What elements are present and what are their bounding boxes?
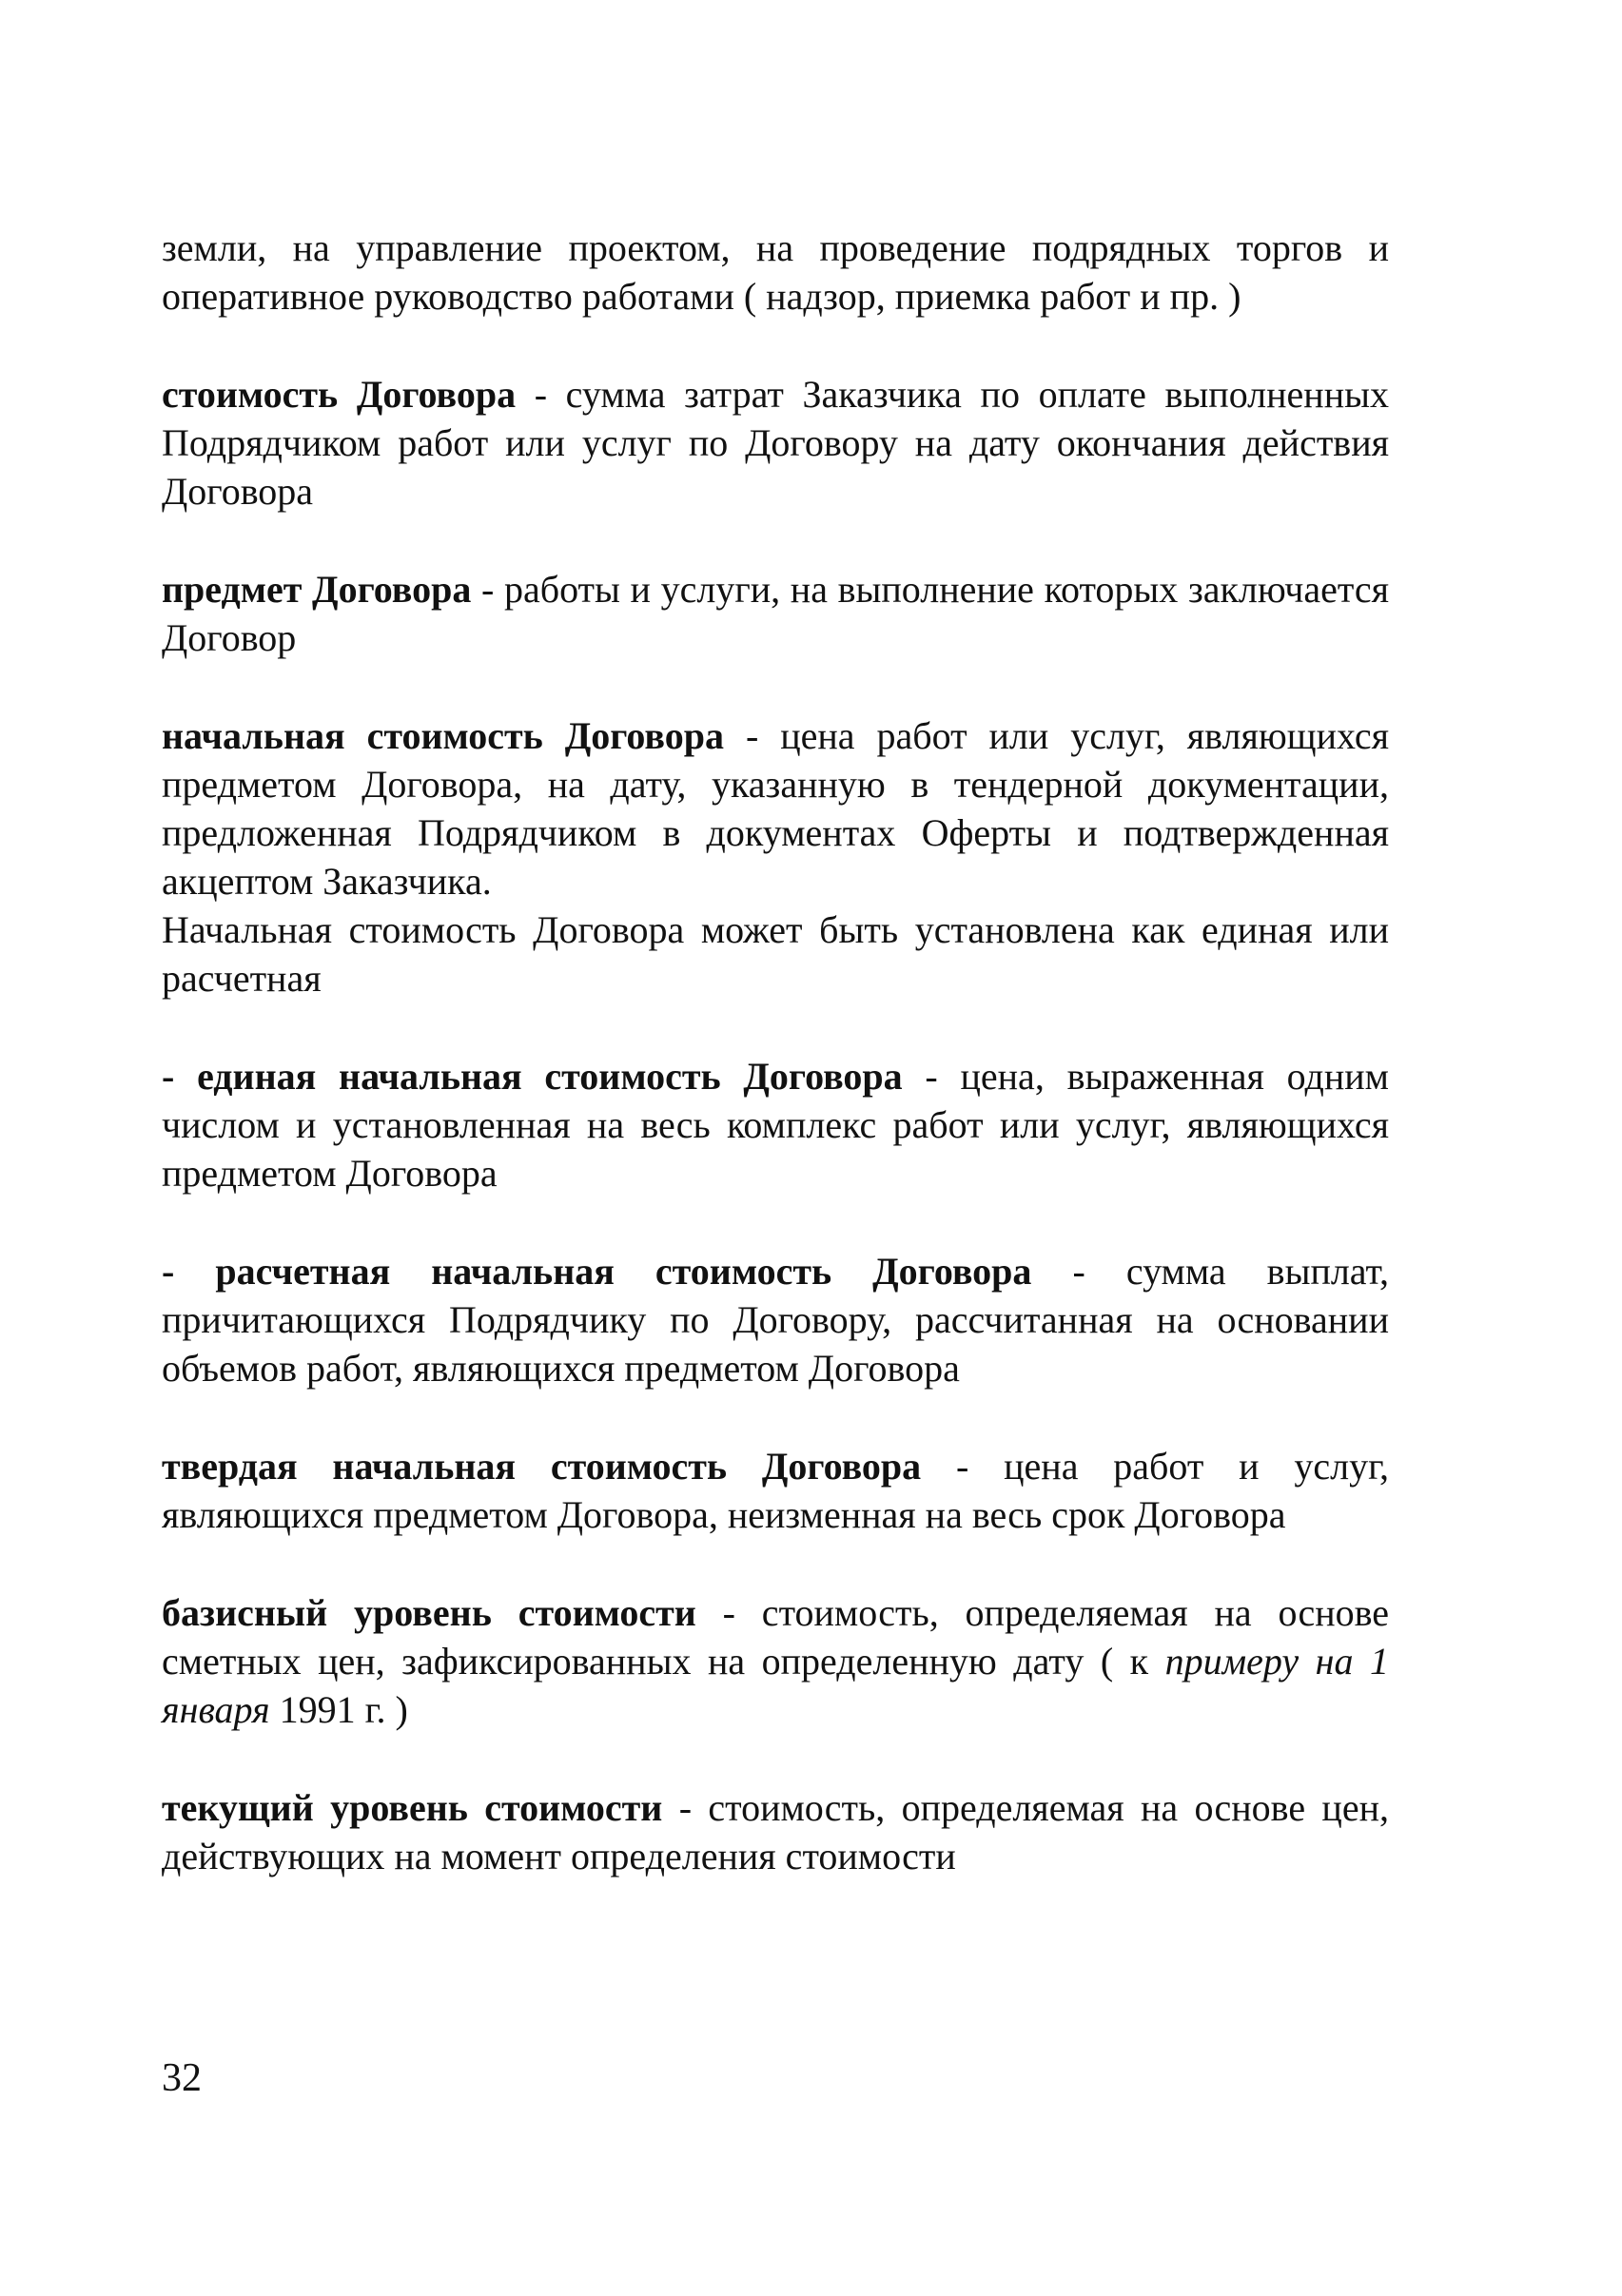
paragraph-text: Начальная стоимость Договора может быть установлена как единая или расчетная: [162, 908, 1389, 1000]
definition-term: предмет Договора: [162, 568, 472, 611]
definition-term: стоимость Договора: [162, 373, 517, 416]
definition-text: - цена, выраженная одним числом и установленная на весь комплекс работ или услуг, являющихся предметом Договора: [162, 1055, 1389, 1195]
definition-current-cost-level: [162, 1783, 1389, 1880]
paragraph-text: земли, на управление проектом, на проведение подрядных торгов и оперативное руководство работами ( надзор, приемка работ и пр. ): [162, 226, 1389, 318]
definition-term: текущий уровень стоимости: [162, 1786, 663, 1829]
definition-term: твердая начальная стоимость Договора: [162, 1445, 922, 1488]
definition-text: - работы и услуги, на выполнение которых заключается Договор: [162, 568, 1389, 659]
definition-calculated-initial-cost: [162, 1247, 1389, 1392]
definition-text: - цена работ и услуг, являющихся предметом Договора, неизменная на весь срок Договора: [162, 1445, 1389, 1536]
definition-tail-text: 1991 г. ): [269, 1688, 408, 1731]
definition-term: - расчетная начальная стоимость Договора: [162, 1250, 1032, 1293]
definition-single-initial-cost: [162, 1052, 1389, 1197]
paragraph-initial-cost-note: [162, 905, 1389, 1002]
definition-contract-subject: [162, 565, 1389, 662]
definition-term: - единая начальная стоимость Договора: [162, 1055, 903, 1098]
definition-term: начальная стоимость Договора: [162, 714, 724, 757]
definition-initial-cost: [162, 711, 1389, 905]
definition-text: - сумма выплат, причитающихся Подрядчику по Договору, рассчитанная на основании объемов работ, являющихся предметом Договора: [162, 1250, 1390, 1390]
definition-term: базисный уровень стоимости: [162, 1591, 696, 1634]
definition-text: - сумма затрат Заказчика по оплате выполненных Подрядчиком работ или услуг по Договору на дату окончания действия Договора: [162, 373, 1389, 513]
paragraph-continuation: [162, 224, 1389, 321]
definition-base-cost-level: [162, 1588, 1389, 1734]
definition-text: - стоимость, определяемая на основе сметных цен, зафиксированных на определенную дату ( к: [162, 1591, 1390, 1683]
definition-fixed-initial-cost: [162, 1442, 1389, 1539]
definition-italic-text: примеру на 1 января: [162, 1640, 1390, 1731]
definition-text: - цена работ или услуг, являющихся предметом Договора, на дату, указанную в тендерной документации, предложенная Подрядчиком в документах Оферты и подтвержденная акцептом Заказчика.: [162, 714, 1389, 903]
body-text: [162, 224, 1389, 1880]
definition-text: - стоимость, определяемая на основе цен, действующих на момент определения стоимости: [162, 1786, 1389, 1878]
definition-contract-cost: [162, 370, 1389, 516]
page-number: 32: [162, 2056, 202, 2100]
